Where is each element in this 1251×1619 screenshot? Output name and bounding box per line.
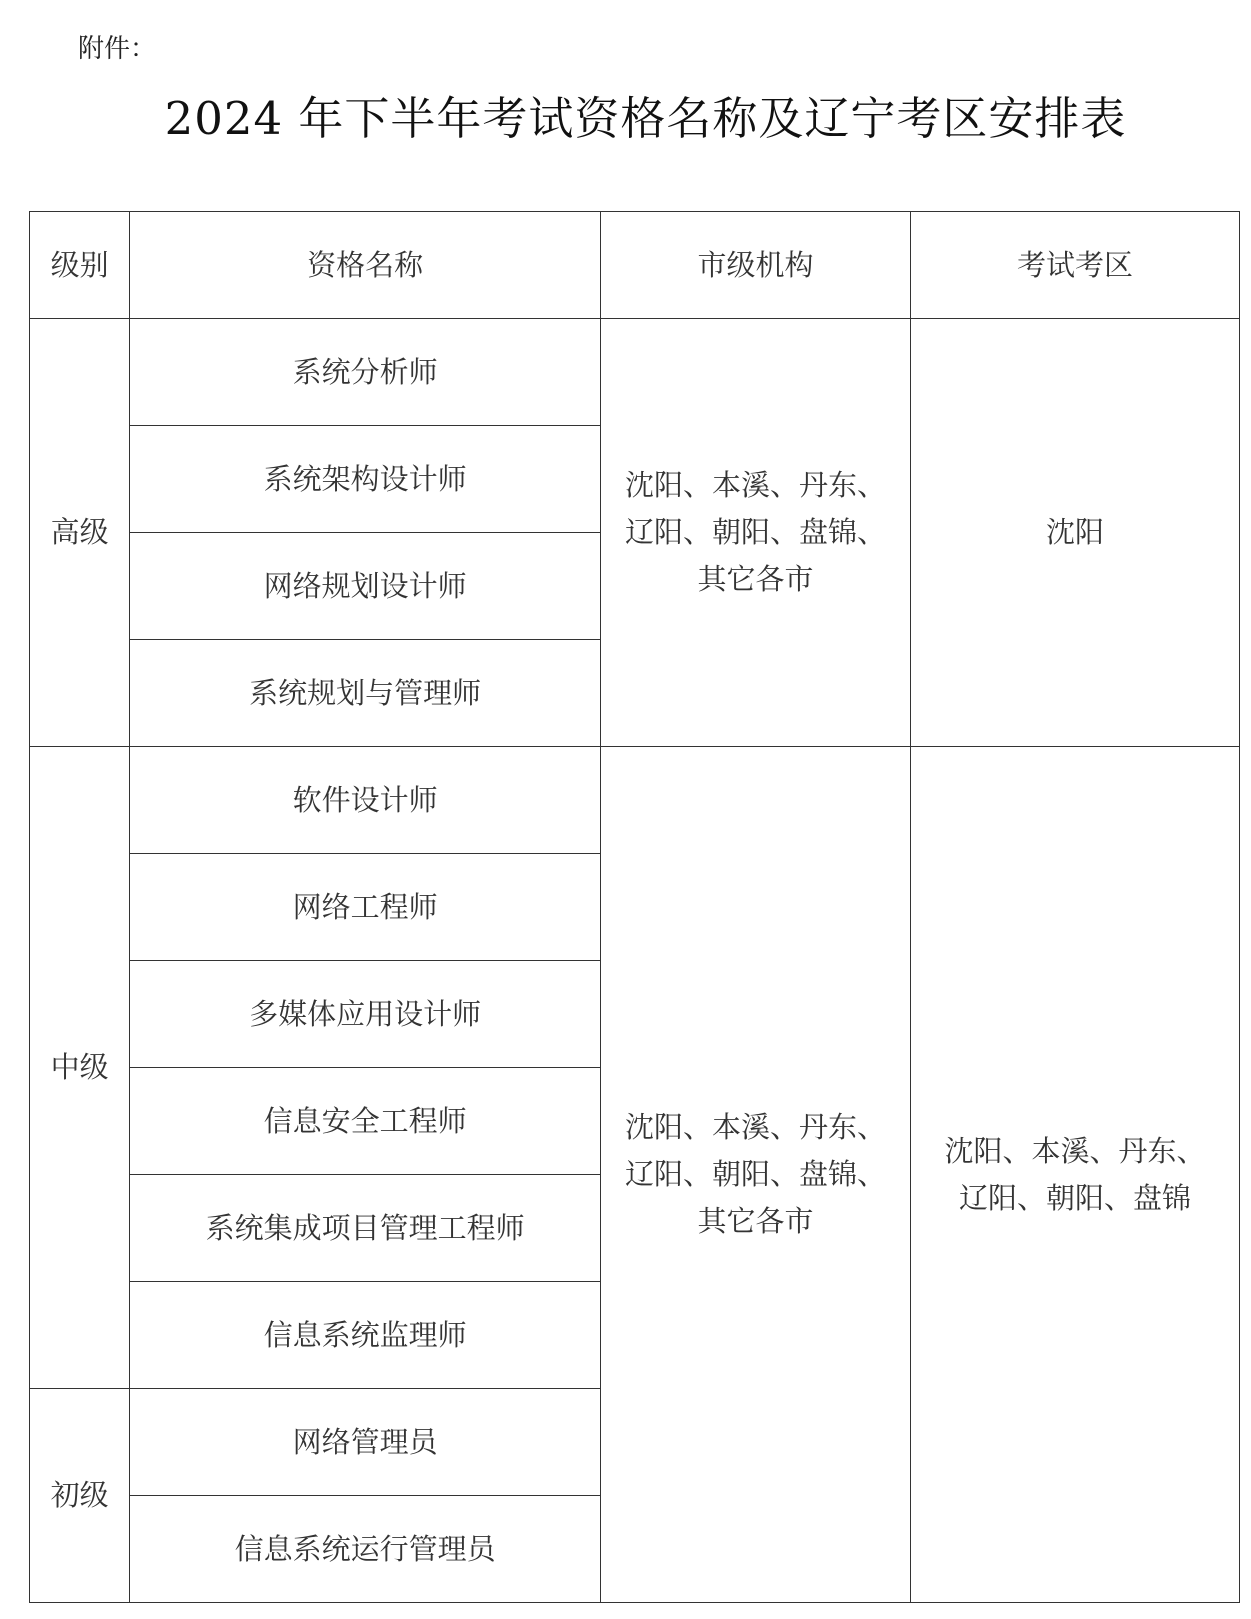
exam-arrangement-table [29, 211, 1240, 1603]
qualification-cell: 网络规划设计师 [130, 533, 601, 640]
qualification-cell: 多媒体应用设计师 [130, 961, 601, 1068]
city-agency-cell-senior: 沈阳、本溪、丹东、 辽阳、朝阳、盘锦、 其它各市 [600, 319, 910, 747]
qualification-cell: 信息系统运行管理员 [130, 1496, 601, 1603]
attachment-label: 附件： [78, 34, 157, 64]
qualification-cell: 信息安全工程师 [130, 1068, 601, 1175]
header-exam-area: 考试考区 [911, 212, 1240, 319]
qualification-cell: 系统规划与管理师 [130, 640, 601, 747]
header-level: 级别 [30, 212, 130, 319]
header-qualification: 资格名称 [130, 212, 601, 319]
level-cell-senior: 高级 [30, 319, 130, 747]
qualification-cell: 网络管理员 [130, 1389, 601, 1496]
qualification-cell: 系统集成项目管理工程师 [130, 1175, 601, 1282]
level-cell-junior: 初级 [30, 1389, 130, 1603]
exam-area-cell-mid-junior: 沈阳、本溪、丹东、 辽阳、朝阳、盘锦 [911, 747, 1240, 1603]
qualification-cell: 软件设计师 [130, 747, 601, 854]
qualification-cell: 信息系统监理师 [130, 1282, 601, 1389]
page-title: 2024 年下半年考试资格名称及辽宁考区安排表 [164, 92, 1127, 145]
qualification-cell: 系统分析师 [130, 319, 601, 426]
level-cell-intermediate: 中级 [30, 747, 130, 1389]
table-row [30, 747, 1240, 854]
qualification-cell: 网络工程师 [130, 854, 601, 961]
qualification-cell: 系统架构设计师 [130, 426, 601, 533]
header-city-agency: 市级机构 [600, 212, 910, 319]
table-row [30, 319, 1240, 426]
city-agency-cell-mid-junior: 沈阳、本溪、丹东、 辽阳、朝阳、盘锦、 其它各市 [600, 747, 910, 1603]
exam-area-cell-senior: 沈阳 [911, 319, 1240, 747]
header-row [30, 212, 1240, 319]
